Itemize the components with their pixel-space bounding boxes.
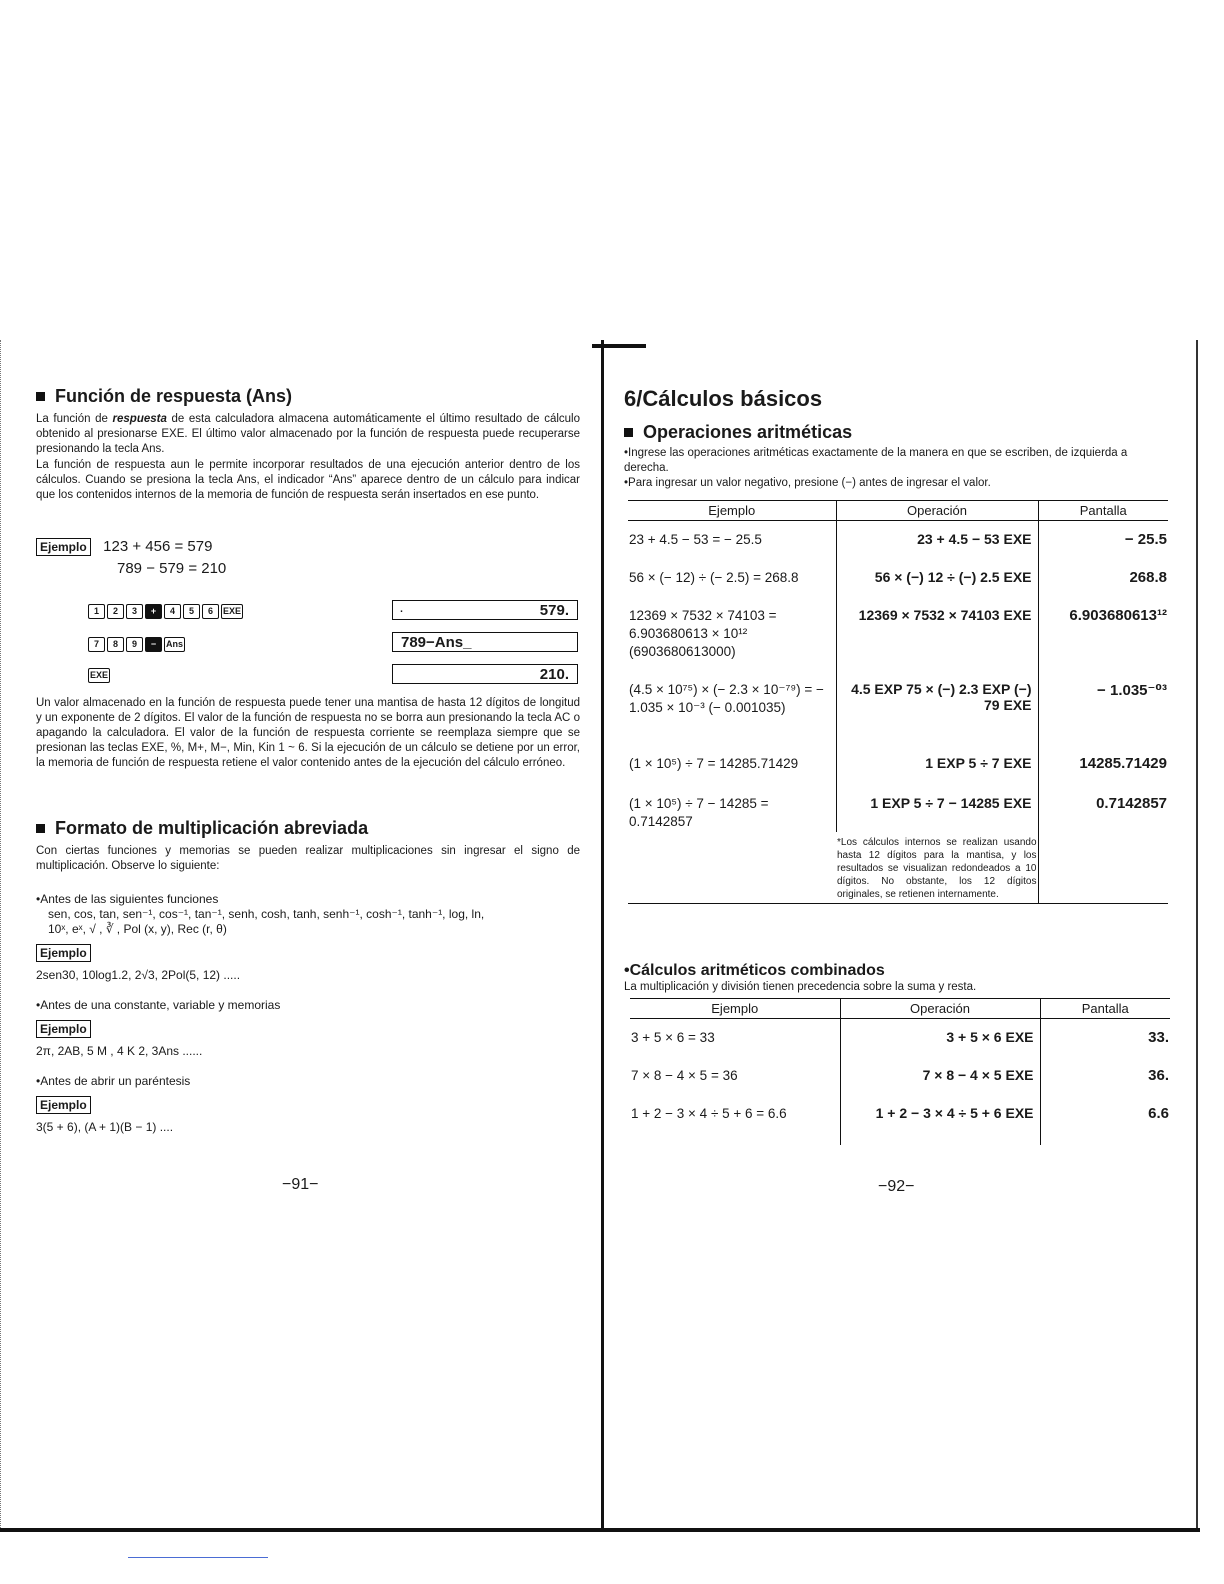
key-5-icon: 5	[183, 604, 200, 619]
abbrev-parenthesis: •Antes de abrir un paréntesis	[36, 1074, 191, 1088]
table-row	[628, 559, 1168, 597]
abbrev-example-2: 2π, 2AB, 5 M , 4 K 2, 3Ans ......	[36, 1044, 203, 1058]
ans-paragraph-1: La función de respuesta de esta calculadora almacena automáticamente el último resultado de cálculo obtenido al presionarse EXE. El último valor almacenado por la función de respuesta puede recuperarse presionando la tecla Ans.	[36, 413, 580, 455]
key-sequence-3	[88, 665, 110, 685]
square-bullet-icon	[36, 392, 45, 401]
abbrev-functions: •Antes de las siguientes funciones sen, cos, tan, sen⁻¹, cos⁻¹, tan⁻¹, senh, cosh, tanh, senh⁻¹, cosh⁻¹, tanh⁻¹, log, ln, 10ˣ, eˣ, √ , ∛ , Pol (x, y), Rec (r, θ)	[36, 892, 485, 936]
display-cell: 0.7142857	[1096, 794, 1167, 812]
section-title-abbrev: Formato de multiplicación abreviada	[36, 818, 368, 839]
display-cell: 6.6	[1148, 1104, 1169, 1122]
example-label: Ejemplo	[36, 944, 91, 962]
display-cell: 33.	[1148, 1029, 1169, 1046]
combined-table	[630, 998, 1170, 1145]
operation-cell: 4.5 EXP 75 × (−) 2.3 EXP (−) 79 EXE	[836, 671, 1038, 745]
key-1-icon: 1	[88, 604, 105, 619]
abbrev-example-1: 2sen30, 10log1.2, 2√3, 2Pol(5, 12) .....	[36, 968, 241, 982]
table-row	[630, 1019, 1170, 1057]
key-9-icon: 9	[126, 637, 143, 652]
display-cell: 36.	[1148, 1066, 1169, 1084]
display-cell: 6.903680613¹²	[1069, 606, 1167, 624]
page-number-left: −91−	[282, 1176, 319, 1193]
left-page-edge	[0, 340, 5, 1530]
arith-table	[628, 500, 1168, 904]
key-exe-icon: EXE	[88, 668, 110, 683]
key-6-icon: 6	[202, 604, 219, 619]
example-label: Ejemplo	[36, 1020, 91, 1038]
key--icon: +	[145, 604, 162, 619]
operation-cell: 56 × (−) 12 ÷ (−) 2.5 EXE	[836, 559, 1038, 597]
section-title-arith: Operaciones aritméticas	[624, 422, 852, 443]
operation-cell: 1 EXP 5 ÷ 7 − 14285 EXE	[836, 785, 1038, 832]
ans-paragraph-3: Un valor almacenado en la función de respuesta puede tener una mantisa de hasta 12 dígitos de longitud y un exponente de 2 dígitos. El valor de la función de respuesta no se borra aun presionando la tecla AC o apagando la calculadora. El valor de la función de respuesta corriente se reemplaza siempre que se presionan las teclas EXE, %, M+, M−, Min, Kin 1 ~ 6. Si la ejecución de un cálculo se detiene por un error, la memoria de función de respuesta retiene el valor contenido antes de la ejecución del cálculo erróneo.	[36, 697, 580, 769]
ans-example	[36, 536, 212, 557]
arith-intro-2: •Para ingresar un valor negativo, presione (−) antes de ingresar el valor.	[624, 477, 991, 489]
right-page-edge	[1196, 340, 1198, 1528]
key-3-icon: 3	[126, 604, 143, 619]
example-label: Ejemplo	[36, 1096, 91, 1114]
chapter-title: 6/Cálculos básicos	[624, 386, 823, 411]
example-line-1: 123 + 456 = 579	[103, 538, 213, 555]
example-cell: 56 × (− 12) ÷ (− 2.5) = 268.8	[629, 569, 799, 585]
example-cell: 7 × 8 − 4 × 5 = 36	[631, 1067, 738, 1083]
table-header-operation: Operación	[840, 999, 1040, 1019]
arith-intro-1: •Ingrese las operaciones aritméticas exactamente de la manera en que se escriben, de izquierda a derecha.	[624, 447, 1128, 474]
table-header-example: Ejemplo	[630, 999, 840, 1019]
display-cell: − 1.035⁻⁰³	[1097, 681, 1167, 699]
table-row	[628, 785, 1168, 832]
display-cell: 14285.71429	[1079, 754, 1167, 772]
key-8-icon: 8	[107, 637, 124, 652]
key-ans-icon: Ans	[164, 637, 185, 652]
operation-cell: 1 + 2 − 3 × 4 ÷ 5 + 6 EXE	[840, 1095, 1040, 1145]
table-row	[628, 597, 1168, 671]
section-title-ans: Función de respuesta (Ans)	[36, 386, 292, 407]
table-row	[628, 745, 1168, 785]
combined-intro: La multiplicación y división tienen precedencia sobre la suma y resta.	[624, 981, 977, 993]
ans-paragraph-2: La función de respuesta aun le permite incorporar resultados de una ejecución anterior dentro de los cálculos. Cuando se presiona la tecla Ans, el indicador “Ans” aparece dentro de un cálculo para indicar que los contenidos internos de la memoria de función de respuesta serán insertados en ese punto.	[36, 459, 580, 501]
table-note: *Los cálculos internos se realizan usando hasta 12 dígitos para la mantisa, y los resultados se visualizan redondeados a 10 dígitos. No obstante, los 12 dígitos originales, se retienen internamente.	[837, 836, 1037, 900]
example-cell: (4.5 × 10⁷⁵) × (− 2.3 × 10⁻⁷⁹) = − 1.035 × 10⁻³ (− 0.001035)	[629, 681, 824, 715]
bottom-rule	[0, 1528, 1200, 1532]
example-line-2: 789 − 579 = 210	[117, 560, 227, 577]
display-cell: 268.8	[1129, 568, 1167, 586]
example-cell: 12369 × 7532 × 74103 = 6.903680613 × 10¹² (6903680613000)	[629, 607, 777, 659]
table-note-row	[628, 832, 1168, 904]
page-number-right: −92−	[878, 1178, 915, 1195]
key-4-icon: 4	[164, 604, 181, 619]
operation-cell: 1 EXP 5 ÷ 7 EXE	[836, 745, 1038, 785]
table-header-display: Pantalla	[1038, 501, 1168, 521]
key-exe-icon: EXE	[221, 604, 243, 619]
lcd-display-3: 210.	[392, 664, 578, 684]
right-page	[620, 340, 1180, 1528]
lcd-display-1: · 579.	[392, 600, 578, 620]
table-row	[628, 671, 1168, 745]
key-sequence-2	[88, 634, 185, 654]
operation-cell: 23 + 4.5 − 53 EXE	[836, 521, 1038, 559]
book-spine	[601, 340, 604, 1528]
key-sequence-1	[88, 601, 243, 621]
table-header-display: Pantalla	[1040, 999, 1170, 1019]
table-row	[630, 1095, 1170, 1145]
display-cell: − 25.5	[1124, 531, 1167, 548]
example-label: Ejemplo	[36, 538, 91, 556]
operation-cell: 3 + 5 × 6 EXE	[840, 1019, 1040, 1057]
table-header-operation: Operación	[836, 501, 1038, 521]
operation-cell: 7 × 8 − 4 × 5 EXE	[840, 1057, 1040, 1095]
operation-cell: 12369 × 7532 × 74103 EXE	[836, 597, 1038, 671]
key--icon: −	[145, 637, 162, 652]
abbrev-constants: •Antes de una constante, variable y memorias	[36, 998, 281, 1012]
example-cell: (1 × 10⁵) ÷ 7 − 14285 = 0.7142857	[629, 795, 769, 829]
key-2-icon: 2	[107, 604, 124, 619]
subsection-title-combined: •Cálculos aritméticos combinados	[624, 962, 885, 979]
example-cell: (1 × 10⁵) ÷ 7 = 14285.71429	[629, 755, 799, 771]
example-cell: 23 + 4.5 − 53 = − 25.5	[629, 532, 762, 547]
example-cell: 1 + 2 − 3 × 4 ÷ 5 + 6 = 6.6	[631, 1105, 787, 1121]
left-page	[30, 340, 590, 1528]
key-7-icon: 7	[88, 637, 105, 652]
lcd-display-2: 789−Ans_	[392, 632, 578, 652]
square-bullet-icon	[624, 428, 633, 437]
abbrev-example-3: 3(5 + 6), (A + 1)(B − 1) ....	[36, 1120, 174, 1134]
table-row	[628, 521, 1168, 559]
example-cell: 3 + 5 × 6 = 33	[631, 1030, 715, 1045]
table-row	[630, 1057, 1170, 1095]
table-header-example: Ejemplo	[628, 501, 836, 521]
abbrev-paragraph: Con ciertas funciones y memorias se pueden realizar multiplicaciones sin ingresar el signo de multiplicación. Observe lo siguiente:	[36, 845, 580, 872]
square-bullet-icon	[36, 824, 45, 833]
stray-line	[128, 1557, 268, 1558]
